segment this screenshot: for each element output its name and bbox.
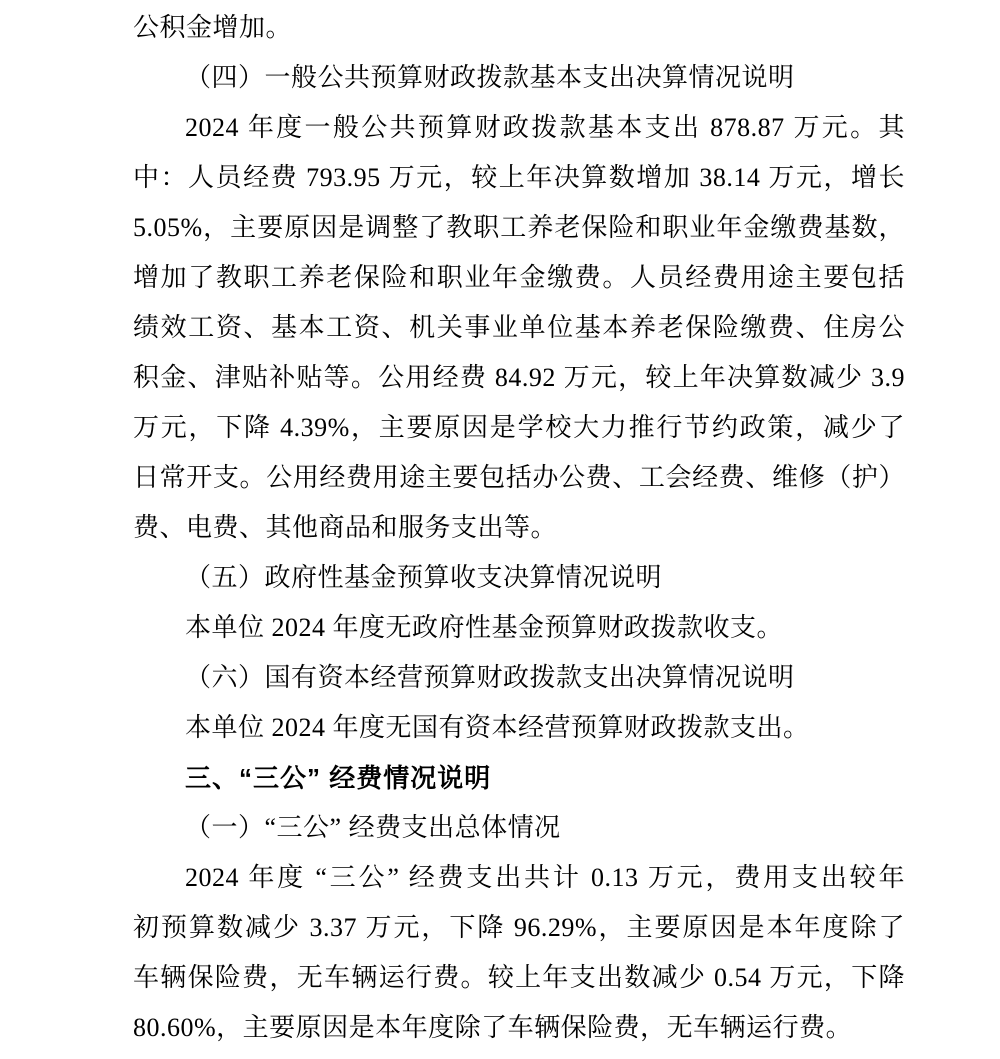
section-heading-5: （五）政府性基金预算收支决算情况说明 — [185, 563, 663, 592]
body-line: 80.60%，主要原因是本年度除了车辆保险费，无车辆运行费。 — [133, 1013, 853, 1042]
body-line: 绩效工资、基本工资、机关事业单位基本养老保险缴费、住房公 — [133, 313, 905, 342]
body-line: 本单位 2024 年度无国有资本经营预算财政拨款支出。 — [185, 713, 810, 742]
chapter-heading-3: 三、“三公” 经费情况说明 — [185, 763, 492, 793]
body-line: 本单位 2024 年度无政府性基金预算财政拨款收支。 — [185, 613, 784, 642]
body-line: 万元，下降 4.39%，主要原因是学校大力推行节约政策，减少了 — [133, 413, 905, 442]
body-line: 中：人员经费 793.95 万元，较上年决算数增加 38.14 万元，增长 — [133, 163, 905, 192]
body-line: 增加了教职工养老保险和职业年金缴费。人员经费用途主要包括 — [133, 263, 905, 292]
section-heading-4: （四）一般公共预算财政拨款基本支出决算情况说明 — [185, 63, 795, 92]
body-line: 积金、津贴补贴等。公用经费 84.92 万元，较上年决算数减少 3.9 — [133, 363, 905, 392]
body-line: 公积金增加。 — [133, 13, 293, 42]
section-heading-1: （一）“三公” 经费支出总体情况 — [185, 813, 561, 842]
body-line: 5.05%，主要原因是调整了教职工养老保险和职业年金缴费基数， — [133, 213, 905, 242]
body-line: 费、电费、其他商品和服务支出等。 — [133, 513, 558, 542]
body-line: 2024 年度一般公共预算财政拨款基本支出 878.87 万元。其 — [185, 113, 905, 142]
document-text-block — [133, 3, 905, 1053]
section-heading-6: （六）国有资本经营预算财政拨款支出决算情况说明 — [185, 663, 795, 692]
body-line: 日常开支。公用经费用途主要包括办公费、工会经费、维修（护） — [133, 463, 905, 492]
body-line: 2024 年度 “三公” 经费支出共计 0.13 万元，费用支出较年 — [185, 863, 905, 892]
body-line: 车辆保险费，无车辆运行费。较上年支出数减少 0.54 万元，下降 — [133, 963, 905, 992]
body-line: 初预算数减少 3.37 万元，下降 96.29%，主要原因是本年度除了 — [133, 913, 905, 942]
